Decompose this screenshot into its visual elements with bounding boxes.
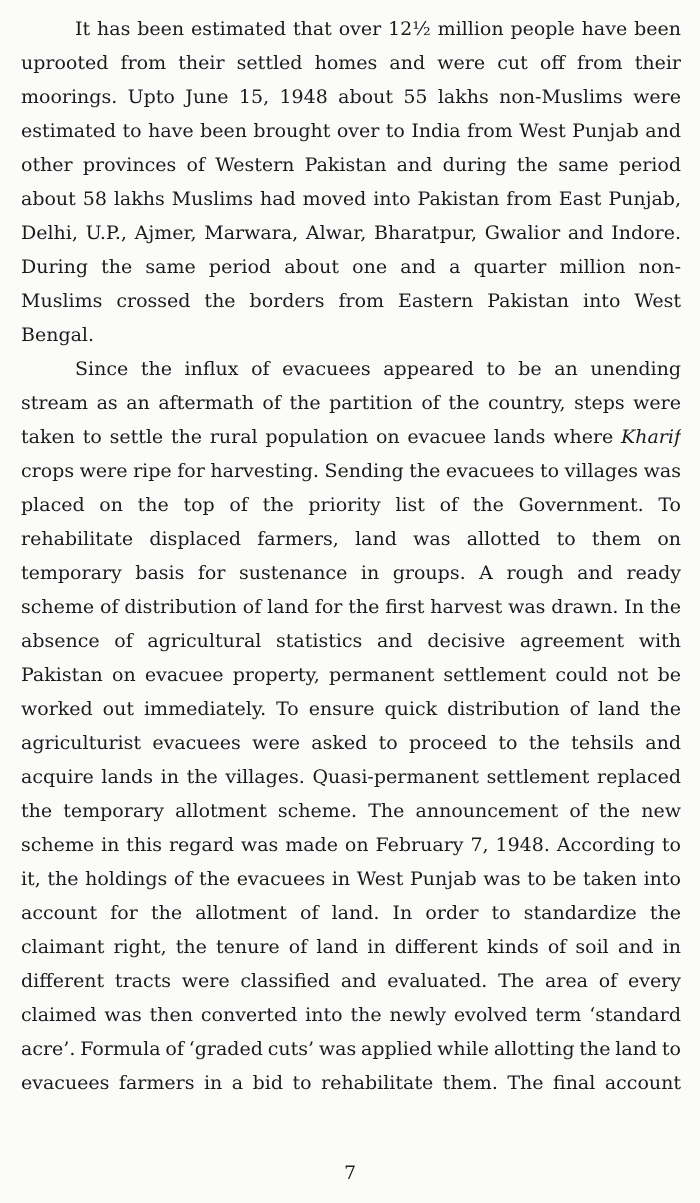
page-number: 7 (343, 1162, 357, 1184)
text-line: placed on the top of the priority list of the Government. To (21, 494, 681, 516)
text-line: crops were ripe for harvesting. Sending the evacuees to villages was (21, 460, 681, 482)
text-line: it, the holdings of the evacuees in West Punjab was to be taken into (21, 868, 681, 890)
text-line: estimated to have been brought over to India from West Punjab and (21, 120, 681, 142)
text-line: moorings. Upto June 15, 1948 about 55 lakhs non-Muslims were (21, 86, 681, 108)
text-line: acre’. Formula of ‘graded cuts’ was applied while allotting the land to (21, 1038, 681, 1060)
text-line: temporary basis for sustenance in groups. A rough and ready (21, 562, 681, 584)
text-line: claimant right, the tenure of land in different kinds of soil and in (21, 936, 681, 958)
text-line: other provinces of Western Pakistan and during the same period (21, 154, 681, 176)
text-line: uprooted from their settled homes and were cut off from their (21, 52, 681, 74)
text-line: scheme in this regard was made on February 7, 1948. According to (21, 834, 681, 856)
text-line: evacuees farmers in a bid to rehabilitate them. The final account (21, 1072, 681, 1094)
text-line: Pakistan on evacuee property, permanent settlement could not be (21, 664, 681, 686)
paragraph-2 (21, 352, 681, 1100)
text-line: acquire lands in the villages. Quasi-permanent settlement replaced (21, 766, 681, 788)
text-line: stream as an aftermath of the partition of the country, steps were (21, 392, 681, 414)
text-line: Since the influx of evacuees appeared to be an unending (75, 358, 681, 380)
text-line: about 58 lakhs Muslims had moved into Pakistan from East Punjab, (21, 188, 681, 210)
text-line: worked out immediately. To ensure quick distribution of land the (21, 698, 681, 720)
text-line: Muslims crossed the borders from Eastern Pakistan into West (21, 290, 681, 312)
text-line: absence of agricultural statistics and decisive agreement with (21, 630, 681, 652)
text-line: the temporary allotment scheme. The announcement of the new (21, 800, 681, 822)
kharif-italic: Kharif (621, 426, 681, 448)
text-line: Delhi, U.P., Ajmer, Marwara, Alwar, Bharatpur, Gwalior and Indore. (21, 222, 681, 244)
text-line: It has been estimated that over 12½ million people have been (75, 18, 681, 40)
text-line: different tracts were classified and evaluated. The area of every (21, 970, 681, 992)
text-line: scheme of distribution of land for the first harvest was drawn. In the (21, 596, 681, 618)
text-line: agriculturist evacuees were asked to proceed to the tehsils and (21, 732, 681, 754)
text-line: Bengal. (21, 324, 95, 346)
text-segment: taken to settle the rural population on evacuee lands where (21, 426, 622, 448)
text-line-with-italic (21, 420, 681, 454)
text-line: claimed was then converted into the newly evolved term ‘standard (21, 1004, 681, 1026)
text-line: rehabilitate displaced farmers, land was allotted to them on (21, 528, 681, 550)
paragraph-1 (21, 12, 681, 352)
text-line: During the same period about one and a quarter million non- (21, 256, 681, 278)
text-line: account for the allotment of land. In order to standardize the (21, 902, 681, 924)
text-block (21, 12, 681, 1100)
